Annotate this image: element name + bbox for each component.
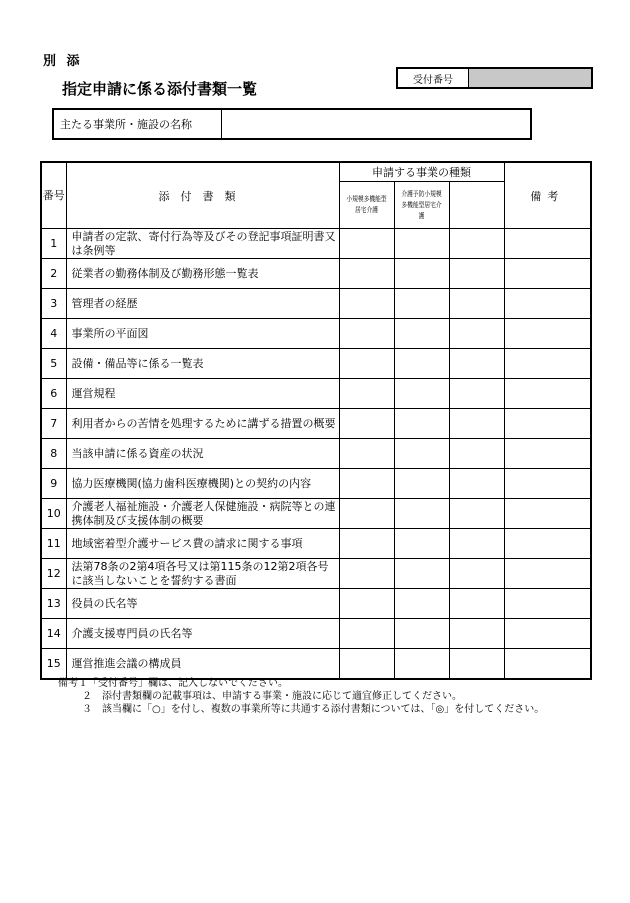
receipt-number-field[interactable]	[469, 69, 591, 87]
page-title: 指定申請に係る添付書類一覧	[62, 80, 258, 98]
check-cell-type-2[interactable]	[394, 589, 449, 619]
check-cell-type-2[interactable]	[394, 649, 449, 680]
row-number: 8	[41, 439, 66, 469]
type-sub-header-2: 介護予防小規模多機能型居宅介護	[399, 182, 444, 229]
attachment-table	[40, 161, 592, 680]
check-cell-type-2[interactable]	[394, 499, 449, 529]
table-row	[41, 589, 591, 619]
row-number: 15	[41, 649, 66, 680]
table-row	[41, 529, 591, 559]
table-row	[41, 229, 591, 259]
check-cell-type-1[interactable]	[339, 229, 394, 259]
notes-cell[interactable]	[504, 409, 591, 439]
note-3: ３ 該当欄に「○」を付し、複数の事業所等に共通する添付書類については、「◎」を付してください。	[82, 704, 545, 715]
row-number: 14	[41, 619, 66, 649]
check-cell-type-3[interactable]	[449, 469, 504, 499]
document-name: 運営推進会議の構成員	[66, 649, 339, 680]
notes-cell[interactable]	[504, 499, 591, 529]
document-name: 利用者からの苦情を処理するために講ずる措置の概要	[66, 409, 339, 439]
table-row	[41, 499, 591, 529]
check-cell-type-2[interactable]	[394, 319, 449, 349]
notes-cell[interactable]	[504, 559, 591, 589]
check-cell-type-1[interactable]	[339, 499, 394, 529]
table-row	[41, 469, 591, 499]
check-cell-type-1[interactable]	[339, 379, 394, 409]
table-row	[41, 409, 591, 439]
notes-cell[interactable]	[504, 619, 591, 649]
check-cell-type-3[interactable]	[449, 379, 504, 409]
document-name: 介護支援専門員の氏名等	[66, 619, 339, 649]
document-name: 管理者の経歴	[66, 289, 339, 319]
note-2: ２ 添付書類欄の記載事項は、申請する事業・施設に応じて適宜修正してください。	[82, 691, 462, 702]
check-cell-type-1[interactable]	[339, 559, 394, 589]
receipt-number-box	[396, 67, 593, 89]
check-cell-type-1[interactable]	[339, 259, 394, 289]
document-name: 申請者の定款、寄付行為等及びその登記事項証明書又は条例等	[66, 229, 339, 259]
row-number: 6	[41, 379, 66, 409]
check-cell-type-3[interactable]	[449, 619, 504, 649]
check-cell-type-3[interactable]	[449, 289, 504, 319]
note-1: 備考１「受付番号」欄は、記入しないでください。	[58, 678, 288, 689]
table-row	[41, 619, 591, 649]
table-row	[41, 289, 591, 319]
check-cell-type-1[interactable]	[339, 619, 394, 649]
row-number: 12	[41, 559, 66, 589]
table-row	[41, 439, 591, 469]
type-sub-header-1: 小規模多機能型居宅介護	[344, 182, 389, 229]
document-name: 従業者の勤務体制及び勤務形態一覧表	[66, 259, 339, 289]
row-number: 3	[41, 289, 66, 319]
document-name: 事業所の平面図	[66, 319, 339, 349]
check-cell-type-1[interactable]	[339, 349, 394, 379]
check-cell-type-3[interactable]	[449, 439, 504, 469]
check-cell-type-3[interactable]	[449, 559, 504, 589]
check-cell-type-1[interactable]	[339, 469, 394, 499]
row-number: 7	[41, 409, 66, 439]
document-name: 当該申請に係る資産の状況	[66, 439, 339, 469]
table-row	[41, 319, 591, 349]
check-cell-type-2[interactable]	[394, 469, 449, 499]
notes-cell[interactable]	[504, 229, 591, 259]
document-name: 介護老人福祉施設・介護老人保健施設・病院等との連携体制及び支援体制の概要	[66, 499, 339, 529]
document-name: 設備・備品等に係る一覧表	[66, 349, 339, 379]
document-name: 役員の氏名等	[66, 589, 339, 619]
check-cell-type-2[interactable]	[394, 559, 449, 589]
receipt-number-label: 受付番号	[398, 69, 469, 87]
check-cell-type-1[interactable]	[339, 319, 394, 349]
row-number: 4	[41, 319, 66, 349]
business-type-header: 申請する事業の種類	[339, 162, 504, 182]
row-number: 10	[41, 499, 66, 529]
table-row	[41, 259, 591, 289]
check-cell-type-3[interactable]	[449, 499, 504, 529]
table-row	[41, 559, 591, 589]
check-cell-type-1[interactable]	[339, 649, 394, 680]
facility-name-label: 主たる事業所・施設の名称	[54, 110, 222, 138]
table-row	[41, 649, 591, 680]
notes-cell[interactable]	[504, 379, 591, 409]
check-cell-type-3[interactable]	[449, 319, 504, 349]
row-number: 5	[41, 349, 66, 379]
check-cell-type-1[interactable]	[339, 529, 394, 559]
check-cell-type-2[interactable]	[394, 529, 449, 559]
notes-header: 備考	[504, 162, 591, 229]
notes-cell[interactable]	[504, 589, 591, 619]
check-cell-type-3[interactable]	[449, 229, 504, 259]
row-number: 2	[41, 259, 66, 289]
notes-cell[interactable]	[504, 319, 591, 349]
document-name: 地域密着型介護サービス費の請求に関する事項	[66, 529, 339, 559]
check-cell-type-1[interactable]	[339, 409, 394, 439]
notes-cell[interactable]	[504, 259, 591, 289]
document-name: 協力医療機関(協力歯科医療機関)との契約の内容	[66, 469, 339, 499]
document-name: 法第78条の2第4項各号又は第115条の12第2項各号に該当しないことを誓約する書面	[66, 559, 339, 589]
check-cell-type-2[interactable]	[394, 409, 449, 439]
check-cell-type-3[interactable]	[449, 409, 504, 439]
check-cell-type-2[interactable]	[394, 229, 449, 259]
notes-cell[interactable]	[504, 469, 591, 499]
row-number: 11	[41, 529, 66, 559]
document-header: 添付書類	[66, 162, 339, 229]
check-cell-type-3[interactable]	[449, 259, 504, 289]
check-cell-type-2[interactable]	[394, 619, 449, 649]
notes-cell[interactable]	[504, 649, 591, 680]
row-number: 13	[41, 589, 66, 619]
table-row	[41, 379, 591, 409]
check-cell-type-3[interactable]	[449, 589, 504, 619]
check-cell-type-2[interactable]	[394, 289, 449, 319]
type-sub-header-3	[454, 182, 499, 229]
check-cell-type-2[interactable]	[394, 379, 449, 409]
facility-name-field[interactable]	[222, 110, 530, 138]
notes-cell[interactable]	[504, 439, 591, 469]
check-cell-type-2[interactable]	[394, 349, 449, 379]
check-cell-type-3[interactable]	[449, 349, 504, 379]
check-cell-type-1[interactable]	[339, 439, 394, 469]
check-cell-type-3[interactable]	[449, 649, 504, 680]
notes-cell[interactable]	[504, 529, 591, 559]
check-cell-type-3[interactable]	[449, 529, 504, 559]
row-number: 9	[41, 469, 66, 499]
table-row	[41, 349, 591, 379]
facility-name-box	[52, 108, 532, 140]
notes-cell[interactable]	[504, 289, 591, 319]
check-cell-type-1[interactable]	[339, 289, 394, 319]
document-name: 運営規程	[66, 379, 339, 409]
notes-section	[58, 677, 544, 716]
attachment-label: 別 添	[43, 54, 83, 69]
check-cell-type-2[interactable]	[394, 439, 449, 469]
check-cell-type-2[interactable]	[394, 259, 449, 289]
row-number: 1	[41, 229, 66, 259]
notes-cell[interactable]	[504, 349, 591, 379]
number-header: 番号	[41, 162, 66, 229]
check-cell-type-1[interactable]	[339, 589, 394, 619]
